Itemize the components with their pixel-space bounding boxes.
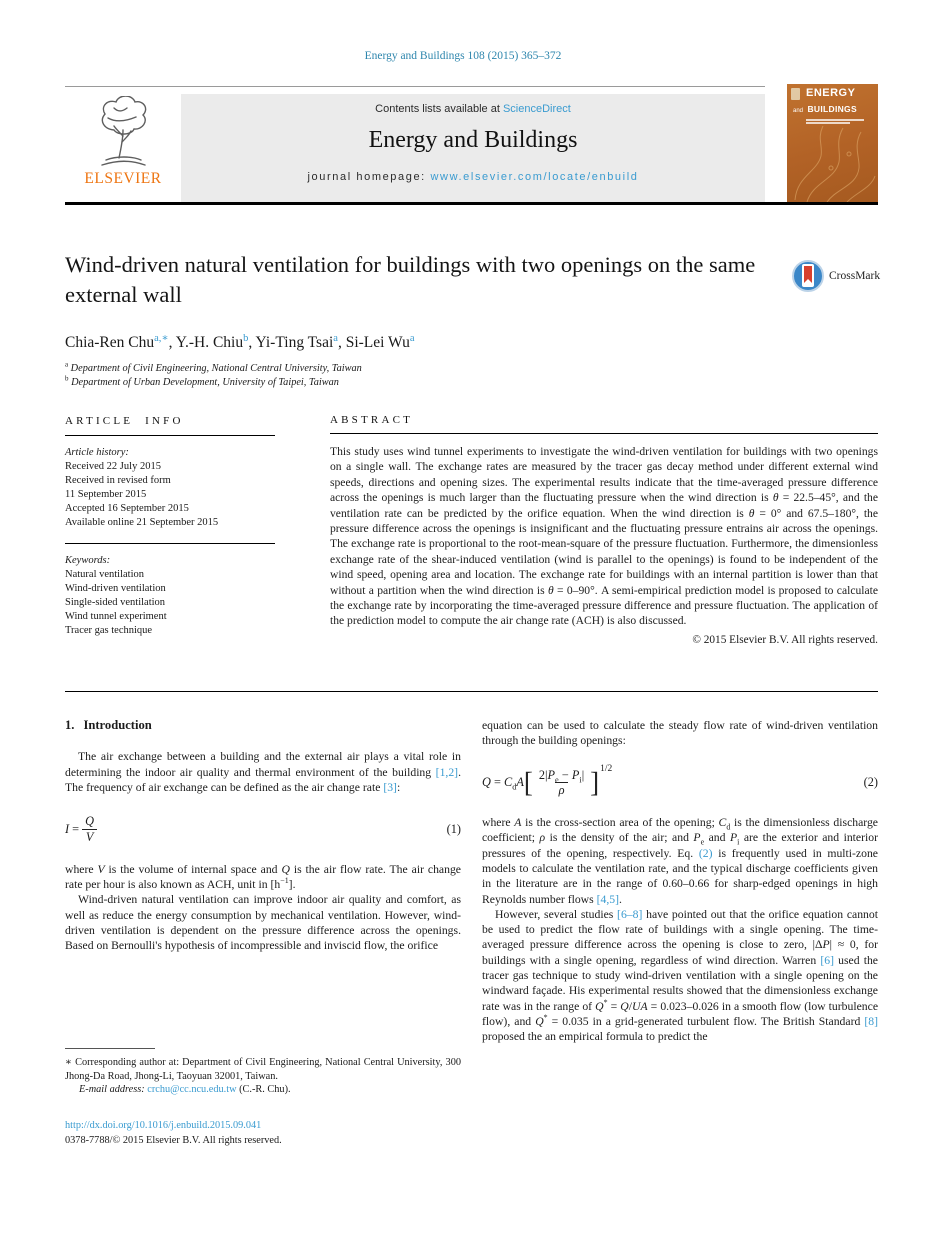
body-column-right xyxy=(482,718,878,1045)
abstract-column xyxy=(330,414,878,646)
cover-mini-logo xyxy=(791,88,800,100)
cover-title-buildings: BUILDINGS xyxy=(807,104,857,114)
journal-homepage-line: journal homepage: www.elsevier.com/locate/enbuild xyxy=(307,171,639,183)
paragraph: where V is the volume of internal space and Q is the air flow rate. The air change rate per hour is also known as ACH, unit in $[h^{-1}]$. xyxy=(65,862,461,891)
eq2-lhs: $Q = C_dA$ xyxy=(482,775,524,792)
abstract-rule xyxy=(330,433,878,434)
journal-title: Energy and Buildings xyxy=(368,127,578,153)
paragraph: However, several studies [6–8] have pointed out that the orifice equation cannot be used to predict the flow rate of buildings with a single opening. The time-averaged pressure difference across the opening is close to zero, |ΔP| ≈ 0, for buildings with a single opening, regardless of wind direction. Warren [6] used the tracer gas technique to study wind-driven ventilation with a single opening on the windward façade. His experimental results showed that the dimensionless exchange rate was in the range of Q* = Q/UA = 0.023–0.026 in a smooth flow (low turbulence flow), and Q* = 0.035 in a grid-generated turbulent flow. The British Standard [8] proposed the an empirical formula to predict the xyxy=(482,907,879,1044)
banner-center xyxy=(181,94,765,202)
abstract-copyright: © 2015 Elsevier B.V. All rights reserved. xyxy=(692,633,878,646)
author-line: Chia-Ren Chu$^{a,∗}$, Y.-H. Chiu$^b$, Yi-Ting Tsai$^a$, Si-Lei Wu$^a$ xyxy=(65,332,415,351)
affiliation-b: $^b$ Department of Urban Development, University of Taipei, Taiwan xyxy=(65,374,339,388)
history-line: Accepted 16 September 2015 xyxy=(65,503,189,514)
cover-title-energy: ENERGY xyxy=(806,87,856,99)
paragraph: The air exchange between a building and the external air plays a vital role in determining the indoor air quality and thermal environment of the building [1,2]. The frequency of air exchange can be defined as the air change rate [3]: xyxy=(65,750,461,794)
issn-copyright-line: 0378-7788/© 2015 Elsevier B.V. All rights reserved. xyxy=(65,1134,282,1146)
abstract-heading: ABSTRACT xyxy=(330,414,414,426)
eq2-fraction xyxy=(535,768,588,799)
article-title: Wind-driven natural ventilation for buildings with two openings on the same external wall xyxy=(65,252,756,307)
elsevier-wordmark: ELSEVIER xyxy=(84,170,162,187)
eq2-denominator: ρ xyxy=(555,782,569,798)
article-history-label: Article history: xyxy=(65,447,129,458)
crossmark-label: CrossMark xyxy=(829,270,881,282)
inline-link[interactable]: [1,2] xyxy=(435,765,459,779)
history-line: Available online 21 September 2015 xyxy=(65,517,219,528)
footnote-email-line: E-mail address: crchu@cc.ncu.edu.tw (C.-R. Chu). xyxy=(79,1084,291,1096)
cover-map-art xyxy=(787,116,878,202)
doi-link[interactable]: http://dx.doi.org/10.1016/j.enbuild.2015.09.041 xyxy=(65,1120,262,1131)
body-top-rule xyxy=(65,691,878,692)
paragraph: equation can be used to calculate the steady flow rate of wind-driven ventilation through the building openings: xyxy=(482,719,878,748)
equation-2 xyxy=(482,764,878,799)
contents-line: Contents lists available at ScienceDirect xyxy=(375,103,571,115)
eq2-close-bracket: ] xyxy=(590,766,600,799)
info-rule-1 xyxy=(65,435,275,436)
author-affiliation-ref[interactable]: a xyxy=(333,332,338,344)
author-affiliation-ref[interactable]: b xyxy=(243,332,249,344)
history-line: 11 September 2015 xyxy=(65,489,147,500)
inline-link[interactable]: [6] xyxy=(820,953,834,967)
inline-link[interactable]: [8] xyxy=(864,1014,878,1028)
paragraph: where A is the cross-section area of the opening; $C_d$ is the dimensionless discharge coefficient; ρ is the density of the air; and $P_e$ and $P_i$ are the exterior and interior pressures of the opening, respectively. Eq. (2) is frequently used in multi-zone models to calculate the ventilation rate, and the typical discharge coefficients given in the literature are in the range of 0.60–0.66 for sharp-edged openings in high Reynolds number flows [4,5]. xyxy=(482,816,878,906)
section-title: Introduction xyxy=(83,718,152,732)
elsevier-logo[interactable] xyxy=(65,94,181,202)
header-citation[interactable]: Energy and Buildings 108 (2015) 365–372 xyxy=(364,50,562,62)
banner-bottom-rule xyxy=(65,202,878,205)
eq1-label: (1) xyxy=(446,822,461,837)
paragraph: Wind-driven natural ventilation can improve indoor air quality and comfort, as well as reduce the energy consumption by mechanical ventilation. However, wind-driven ventilation is dependent on the pressure difference across the openings. Based on Bernoulli's hypothesis of incompressible and inviscid flow, the orifice xyxy=(65,893,461,953)
article-info-column xyxy=(65,414,275,638)
author-affiliation-ref[interactable]: a,∗ xyxy=(154,332,169,344)
section-number: 1. xyxy=(65,718,75,732)
keyword: Wind-driven ventilation xyxy=(65,583,166,594)
eq1-fraction xyxy=(81,814,98,845)
keyword: Wind tunnel experiment xyxy=(65,611,167,622)
inline-link[interactable]: www.elsevier.com/locate/enbuild xyxy=(430,171,639,183)
affiliations xyxy=(65,362,825,389)
article-info-heading: ARTICLE INFO xyxy=(65,415,184,427)
footnote-rule xyxy=(65,1048,155,1049)
info-rule-2 xyxy=(65,543,275,544)
keyword: Natural ventilation xyxy=(65,569,145,580)
journal-cover-thumbnail[interactable] xyxy=(787,84,878,202)
keyword: Tracer gas technique xyxy=(65,625,153,636)
author-affiliation-ref[interactable]: a xyxy=(409,332,415,344)
keywords-label: Keywords: xyxy=(65,555,111,566)
equation-1 xyxy=(65,814,461,845)
inline-link[interactable]: ScienceDirect xyxy=(502,103,571,115)
header-top-rule xyxy=(65,86,765,87)
history-line: Received 22 July 2015 xyxy=(65,461,161,472)
body-column-left xyxy=(65,718,461,953)
eq2-exponent: 1/2 xyxy=(600,764,613,775)
inline-link[interactable]: [3] xyxy=(383,780,397,794)
elsevier-tree-icon xyxy=(92,96,154,172)
history-line: Received in revised form xyxy=(65,475,171,486)
footnote-text: ∗ Corresponding author at: Department of Civil Engineering, National Central University, 300 Jhong-Da Road, Jhong-Li, Taoyuan 32001, Taiwan. xyxy=(65,1057,461,1082)
affiliation-a: $^a$ Department of Civil Engineering, National Central University, Taiwan xyxy=(65,360,362,374)
corresponding-author-footnote xyxy=(65,1048,461,1097)
eq2-numerator: $2|P_e - P_i|$ xyxy=(538,767,585,785)
cover-title-and: and xyxy=(793,108,804,114)
eq1-denominator: V xyxy=(82,829,98,845)
eq2-label: (2) xyxy=(863,775,878,790)
inline-link[interactable]: [6–8] xyxy=(617,907,643,921)
inline-link[interactable]: [4,5] xyxy=(596,892,619,906)
crossmark-badge[interactable] xyxy=(791,256,883,296)
inline-link[interactable]: (2) xyxy=(698,846,713,860)
section-heading-introduction xyxy=(65,718,461,733)
keyword: Single-sided ventilation xyxy=(65,597,166,608)
bottom-identifiers xyxy=(65,1119,485,1148)
eq1-numerator: Q xyxy=(85,814,95,829)
eq1-lhs: I = xyxy=(65,822,80,837)
journal-banner xyxy=(65,94,765,202)
crossmark-icon xyxy=(791,256,825,296)
inline-link[interactable]: crchu@cc.ncu.edu.tw xyxy=(147,1084,237,1096)
abstract-text: This study uses wind tunnel experiments to investigate the wind-driven ventilation for buildings with two openings on a single wall. The exchange rates are measured by the tracer gas decay method under different external wind speeds, directions and opening sizes. The experimental results indicate that the time-averaged pressure difference across the openings is much larger than the fluctuating pressure when the wind direction is θ = 22.5–45°, and the ventilation rate can be predicted by the orifice equation. When the wind direction is θ = 0° and 67.5–180°, the pressure difference across the openings is insignificant and the fluctuating pressure entrains air across the openings. The exchange rate is proportional to the root-mean-square of the pressure fluctuation. Furthermore, the dimensionless exchange rate of the shear-induced ventilation (wind is parallel to the openings) is found to be independent of the wind speed, opening area and location. The exchange rate for buildings with an internal partition is lower than that without a partition when the wind direction is θ = 0–90°. A semi-empirical prediction model is proposed to calculate the exchange rate by incorporating the time-averaged pressure difference and pressure fluctuation. The application of the prediction model to compute the air change rate (ACH) is also discussed. xyxy=(330,445,879,628)
eq2-open-bracket: [ xyxy=(523,766,533,799)
